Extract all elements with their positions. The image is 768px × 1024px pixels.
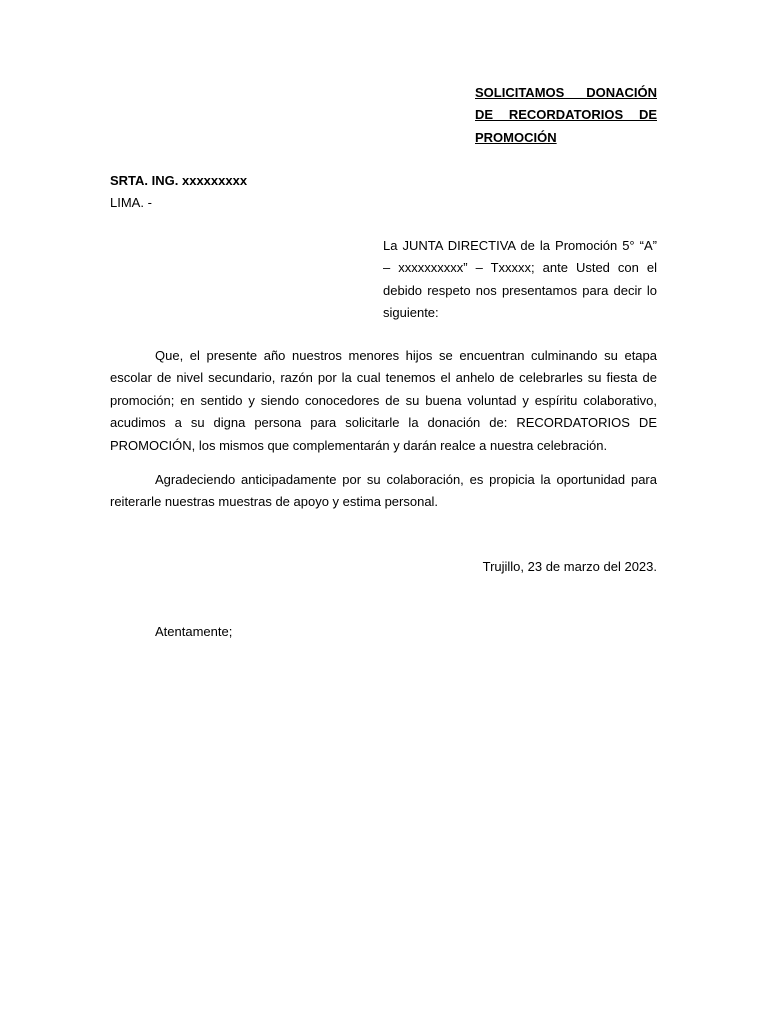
body-paragraph-1: Que, el presente año nuestros menores hijos se encuentran culminando su etapa escolar de nivel secundario, razón por la cual tenemos el anhelo de celebrarles su fiesta de promoción; en sentido y siendo conocedores de su buena voluntad y espíritu colaborativo, acudimos a su digna persona para solicitarle la donación de: RECORDATORIOS DE PROMOCIÓN, los mismos que complementarán y darán realce a nuestra celebración. bbox=[110, 348, 657, 453]
date-line: Trujillo, 23 de marzo del 2023. bbox=[482, 559, 657, 574]
body-paragraph-2: Agradeciendo anticipadamente por su colaboración, es propicia la oportunidad para reiterarle nuestras muestras de apoyo y estima personal. bbox=[110, 472, 657, 510]
recipient-name: SRTA. ING. xxxxxxxxx bbox=[110, 173, 248, 188]
recipient-city: LIMA. - bbox=[110, 195, 152, 211]
intro-paragraph: La JUNTA DIRECTIVA de la Promoción 5° “A” – xxxxxxxxxx” – Txxxxx; ante Usted con el debido respeto nos presentamos para decir lo siguiente: bbox=[383, 238, 657, 321]
letter-subject: SOLICITAMOS DONACIÓN DE RECORDATORIOS DE PROMOCIÓN bbox=[475, 85, 657, 145]
closing-salutation: Atentamente; bbox=[155, 624, 233, 639]
recipient-block bbox=[110, 170, 510, 215]
